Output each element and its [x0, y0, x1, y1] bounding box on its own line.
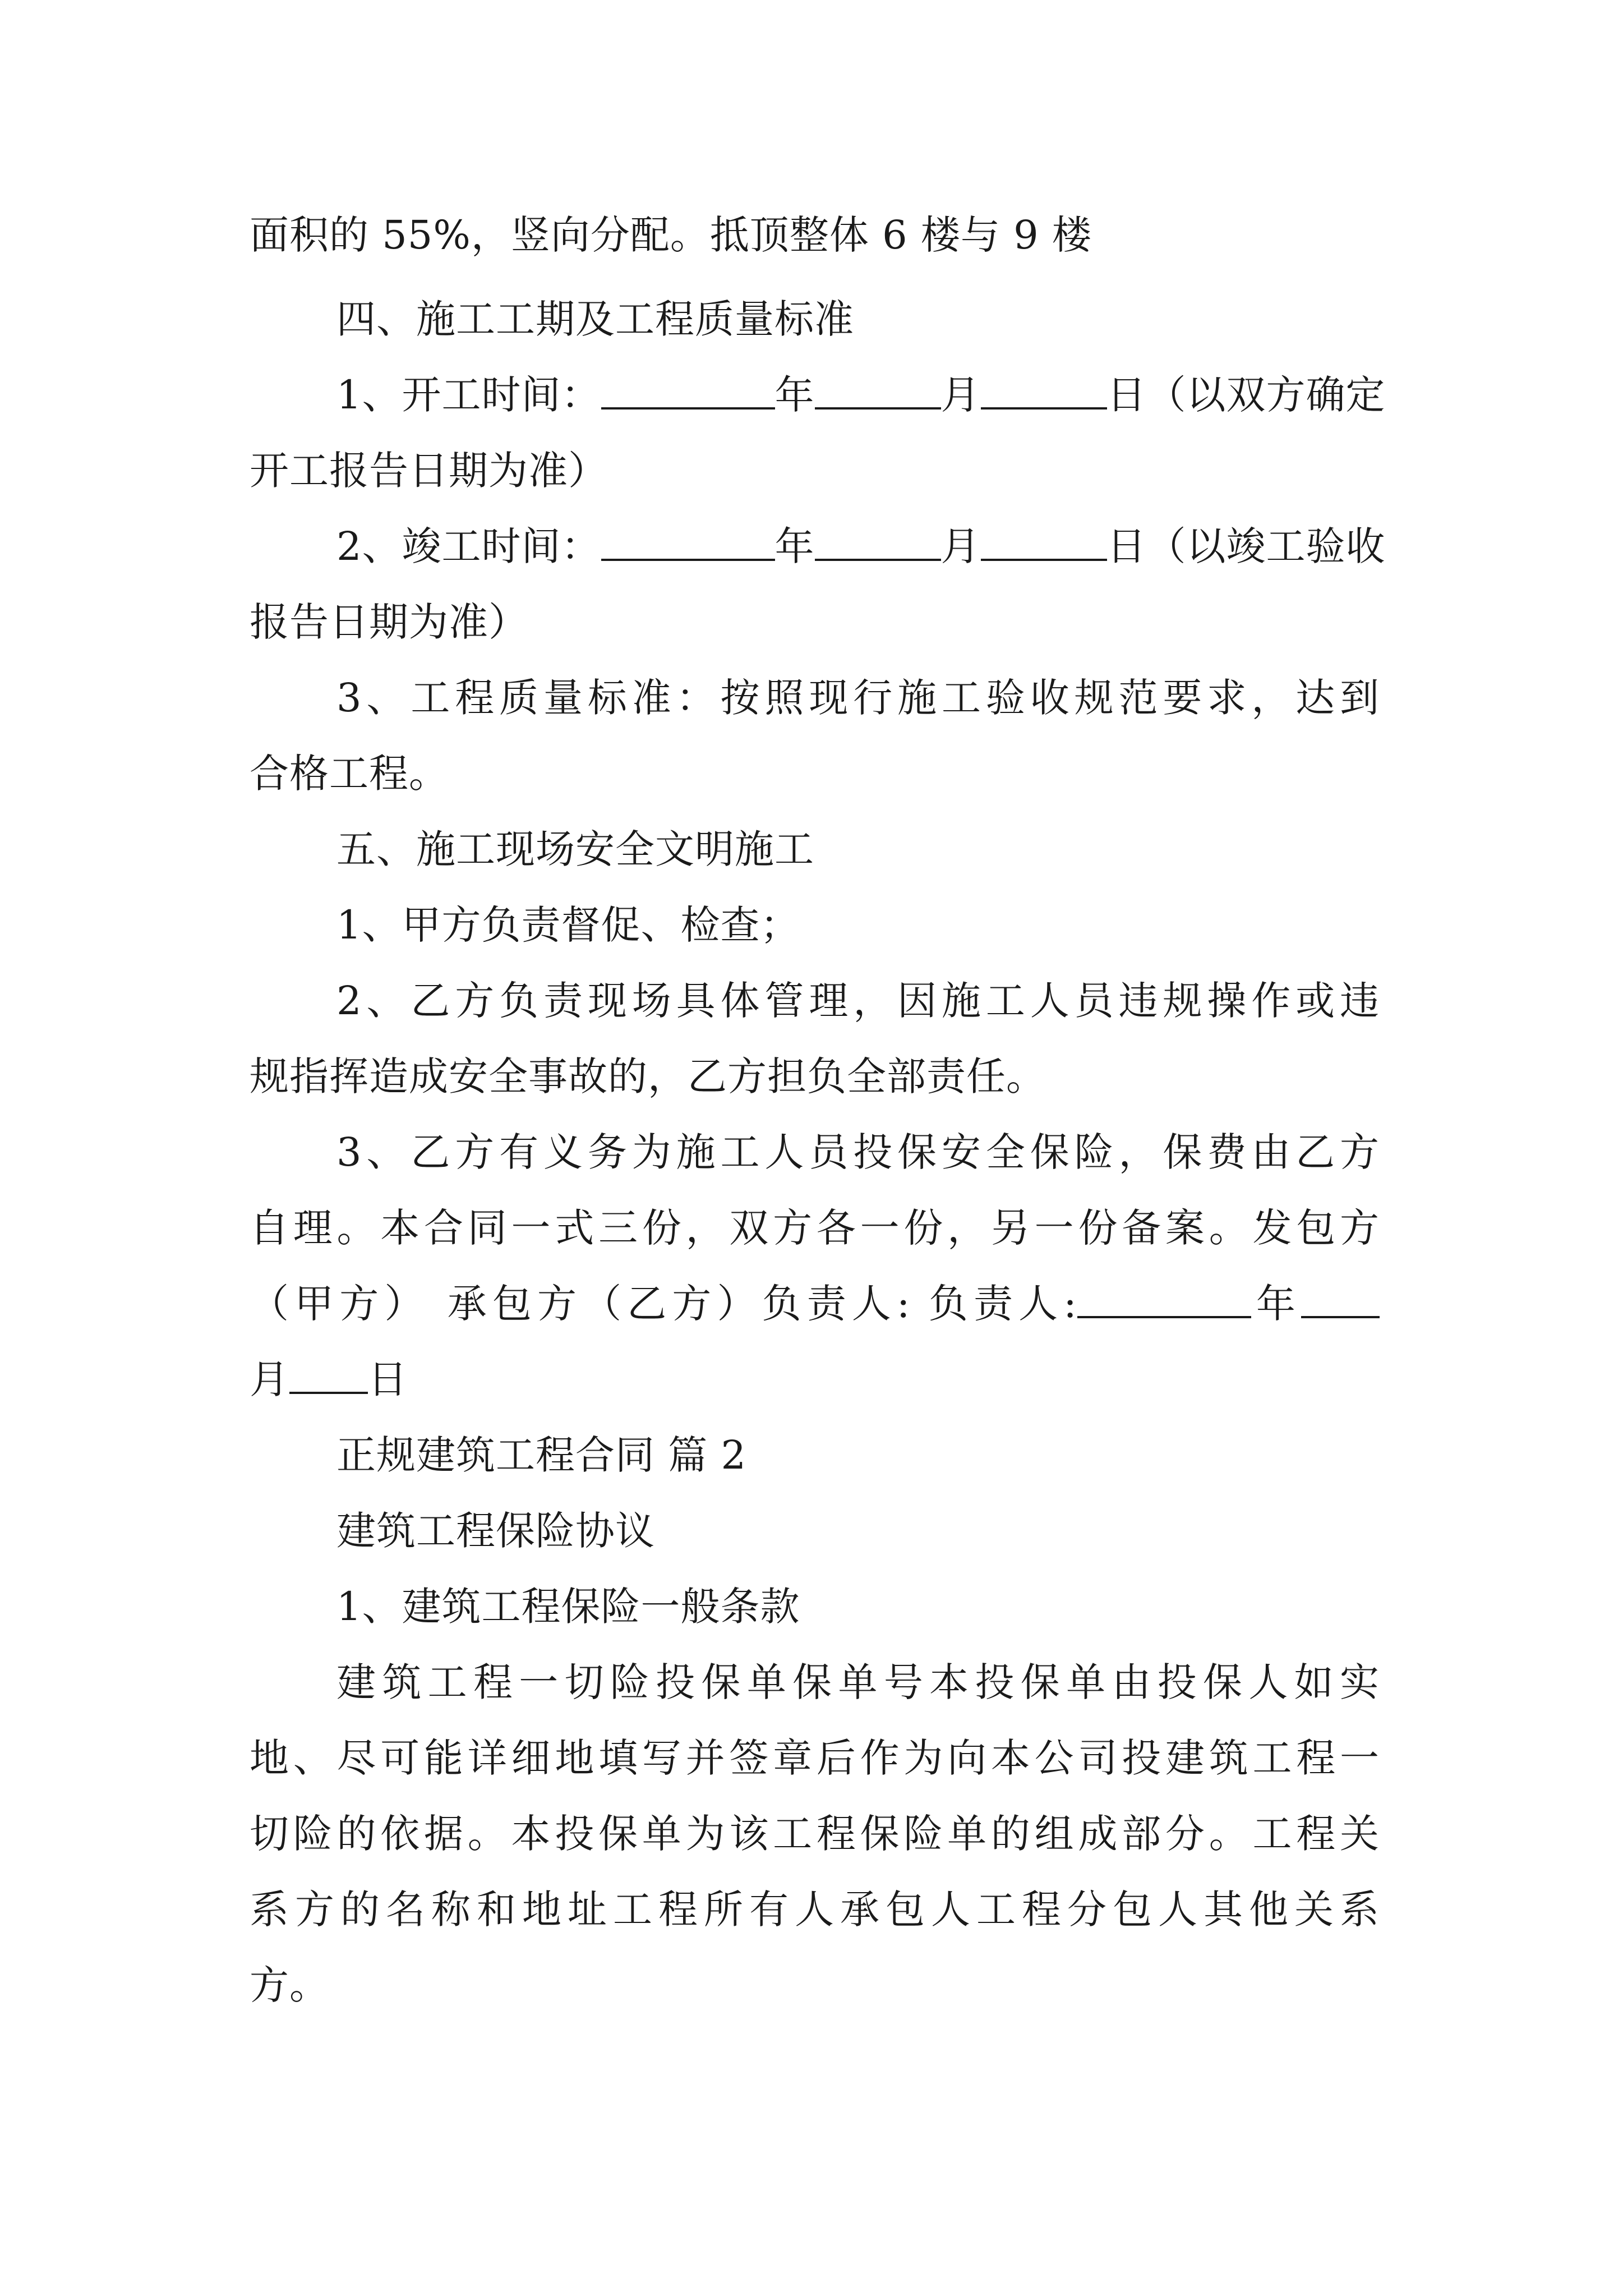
- blank-field: [601, 523, 775, 561]
- section-heading-4: 四、施工工期及工程质量标准: [336, 296, 854, 342]
- blank-field: [1077, 1280, 1251, 1318]
- text-line: 3、工程质量标准：按照现行施工验收规范要求，达到: [336, 675, 1380, 721]
- signature-line: [250, 1276, 1380, 1332]
- label-month: 月: [940, 523, 981, 569]
- section-heading-5: 五、施工现场安全文明施工: [336, 826, 814, 872]
- text-line: 1、甲方负责督促、检查；: [336, 902, 800, 948]
- text-line: 建筑工程一切险投保单保单号本投保单由投保人如实: [336, 1659, 1380, 1705]
- text-line: 面积的 55%，竖向分配。抵顶整体 6 楼与 9 楼: [250, 212, 1092, 258]
- blank-field: [815, 371, 941, 409]
- blank-field: [815, 523, 941, 561]
- text-line: 合格工程。: [250, 751, 449, 797]
- article-title: 正规建筑工程合同 篇 2: [336, 1432, 747, 1478]
- agreement-title: 建筑工程保险协议: [336, 1508, 655, 1554]
- clause-heading: 1、建筑工程保险一般条款: [336, 1584, 800, 1630]
- start-date-line: [336, 367, 1386, 423]
- label-month: 月: [250, 1356, 289, 1402]
- text-line: 地、尽可能详细地填写并签章后作为向本公司投建筑工程一: [250, 1735, 1380, 1781]
- date-line: [250, 1351, 1380, 1407]
- label-year: 年: [774, 523, 815, 569]
- completion-date-line: [336, 518, 1386, 574]
- text-line: 切险的依据。本投保单为该工程保险单的组成部分。工程关: [250, 1811, 1380, 1857]
- text-line: 系方的名称和地址工程所有人承包人工程分包人其他关系: [250, 1887, 1380, 1932]
- blank-field: [289, 1356, 368, 1394]
- text-line: 2、乙方负责现场具体管理，因施工人员违规操作或违: [336, 978, 1380, 1024]
- label-year: 年: [774, 372, 815, 418]
- label-month: 月: [940, 372, 981, 418]
- text-line: 规指挥造成安全事故的，乙方担负全部责任。: [250, 1053, 1046, 1099]
- label-day: 日: [368, 1356, 408, 1402]
- label-year: 年: [1251, 1281, 1302, 1327]
- label-day-note: 日（以竣工验收: [1106, 523, 1386, 569]
- blank-field: [981, 523, 1107, 561]
- label-responsible: （甲方） 承包方（乙方）负责人: 负责人:: [250, 1281, 1077, 1327]
- text-line: 方。: [250, 1962, 329, 2008]
- label-day-note: 日（以双方确定: [1106, 372, 1386, 418]
- text-line: 3、乙方有义务为施工人员投保安全保险，保费由乙方: [336, 1129, 1380, 1175]
- label-start-time: 1、开工时间：: [336, 372, 601, 418]
- blank-field: [601, 371, 775, 409]
- text-line: 开工报告日期为准）: [250, 448, 608, 494]
- blank-field: [981, 371, 1107, 409]
- text-line: 报告日期为准）: [250, 599, 528, 645]
- label-completion-time: 2、竣工时间：: [336, 523, 601, 569]
- text-line: 自理。本合同一式三份，双方各一份，另一份备案。发包方: [250, 1205, 1380, 1251]
- blank-field: [1301, 1280, 1380, 1318]
